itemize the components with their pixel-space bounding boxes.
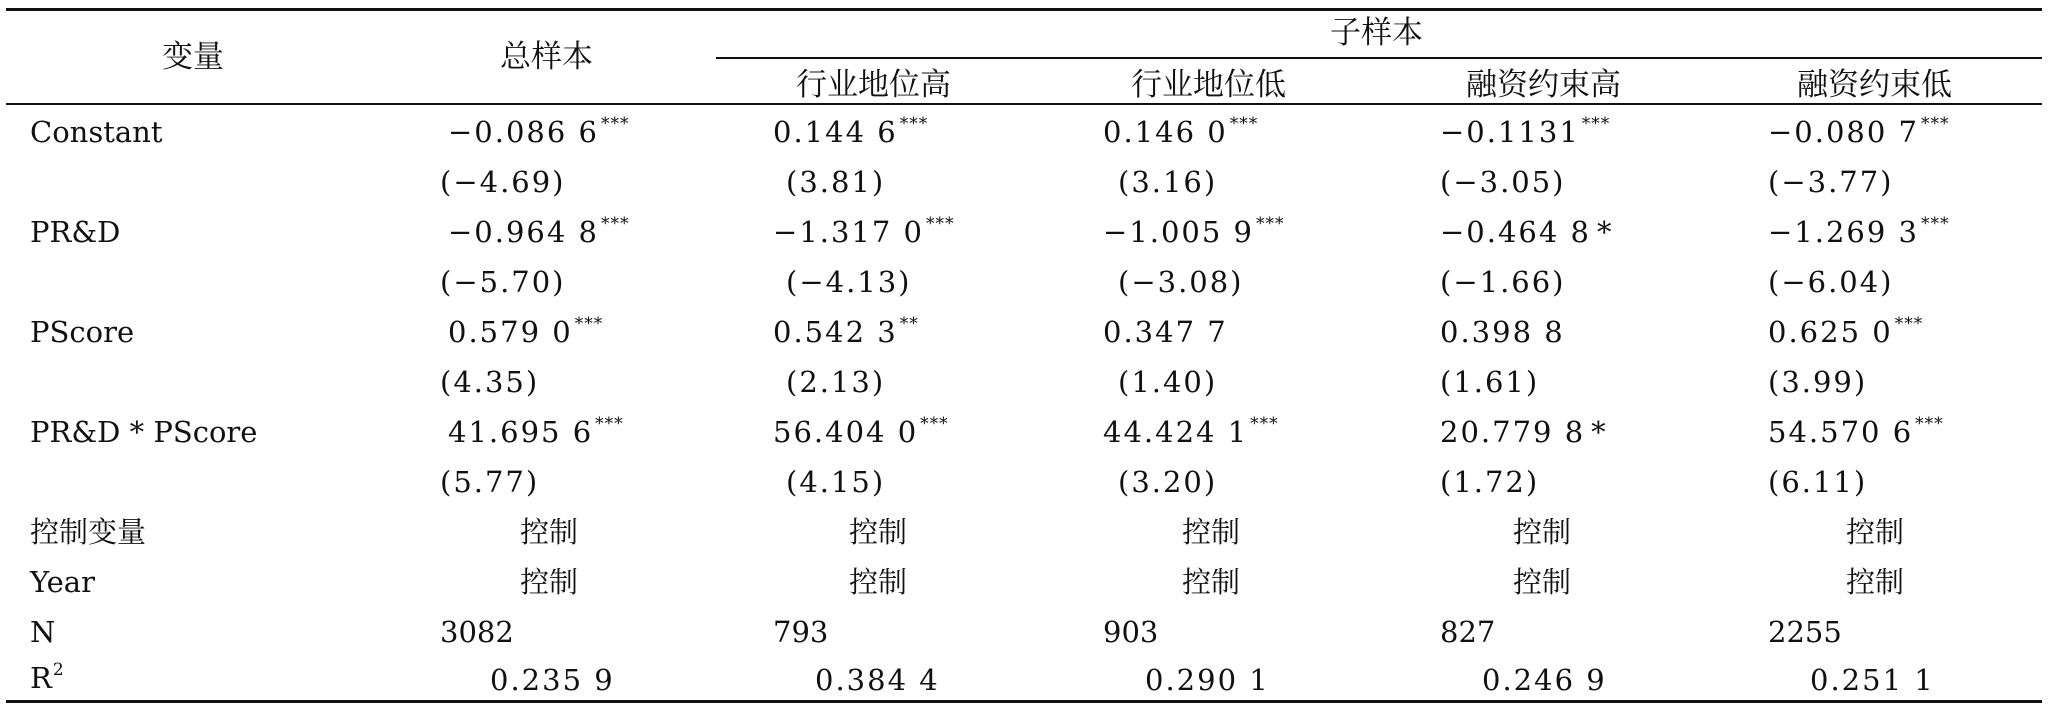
t-stat: (−4.69) <box>440 165 566 199</box>
coef-cell <box>1103 414 1279 449</box>
t-stat: (1.40) <box>1118 365 1218 399</box>
t-stat: (−3.77) <box>1768 165 1894 199</box>
r2-label: R <box>30 661 52 695</box>
subsample-rule <box>716 57 2042 59</box>
significance-stars: *** <box>1894 314 1924 334</box>
coef-cell <box>773 214 955 249</box>
row-label: PR&D * PScore <box>30 415 258 449</box>
header-rule <box>6 103 2042 105</box>
n-cell: 2255 <box>1768 615 1842 649</box>
significance-stars: *** <box>1229 114 1259 134</box>
control-cell: 控制 <box>1846 565 1905 599</box>
significance-stars: *** <box>1915 414 1944 434</box>
coef-value: −0.080 7 <box>1768 115 1919 149</box>
significance-stars: *** <box>926 214 955 234</box>
coef-value: 0.144 6 <box>773 115 898 149</box>
coef-value: 44.424 1 <box>1103 415 1249 449</box>
coef-value: 56.404 0 <box>773 415 919 449</box>
coef-cell <box>448 414 624 449</box>
control-cell: 控制 <box>1182 515 1241 549</box>
coef-cell <box>448 214 630 249</box>
n-cell: 903 <box>1103 615 1159 649</box>
t-stat: (3.81) <box>786 165 886 199</box>
coef-value: −1.269 3 <box>1768 215 1919 249</box>
coef-value: 0.398 8 <box>1440 315 1565 349</box>
coef-cell <box>1440 114 1611 149</box>
coef-value: −0.086 6 <box>448 115 599 149</box>
significance-stars: *** <box>1250 414 1279 434</box>
t-stat: (3.20) <box>1118 465 1218 499</box>
t-stat: (1.72) <box>1440 465 1540 499</box>
top-rule <box>6 8 2042 11</box>
coef-value: −0.464 8 <box>1440 215 1591 249</box>
row-label: 控制变量 <box>30 515 147 549</box>
coef-cell <box>773 114 929 149</box>
t-stat: (6.11) <box>1768 465 1868 499</box>
coef-value: 20.779 8 <box>1440 415 1586 449</box>
r2-superscript: 2 <box>52 660 64 680</box>
significance-stars: * <box>1597 215 1614 249</box>
t-stat: (3.16) <box>1118 165 1218 199</box>
row-label: PR&D <box>30 215 121 249</box>
coef-value: −0.964 8 <box>448 215 599 249</box>
t-stat: (4.15) <box>786 465 886 499</box>
row-label: Year <box>30 565 95 599</box>
coef-cell <box>1440 215 1614 249</box>
significance-stars: *** <box>595 414 624 434</box>
significance-stars: *** <box>1921 214 1950 234</box>
control-cell: 控制 <box>1513 515 1572 549</box>
significance-stars: *** <box>601 114 630 134</box>
r2-cell: 0.235 9 <box>490 663 615 697</box>
control-cell: 控制 <box>849 565 908 599</box>
significance-stars: *** <box>1581 114 1611 134</box>
r2-cell: 0.384 4 <box>815 663 940 697</box>
coef-value: 54.570 6 <box>1768 415 1914 449</box>
row-label: N <box>30 615 56 649</box>
significance-stars: *** <box>601 214 630 234</box>
t-stat: (−5.70) <box>440 265 566 299</box>
coef-value: 0.625 0 <box>1768 315 1893 349</box>
r2-cell: 0.290 1 <box>1145 663 1270 697</box>
coef-cell <box>1440 315 1565 349</box>
t-stat: (−6.04) <box>1768 265 1894 299</box>
bottom-rule <box>6 700 2042 703</box>
coef-cell <box>1440 415 1608 449</box>
control-cell: 控制 <box>520 565 579 599</box>
header-variable: 变量 <box>162 39 224 75</box>
coef-value: 0.347 7 <box>1103 315 1228 349</box>
t-stat: (−3.05) <box>1440 165 1566 199</box>
t-stat: (−4.13) <box>786 265 912 299</box>
significance-stars: ** <box>899 314 919 334</box>
row-label: PScore <box>30 315 135 349</box>
t-stat: (−3.08) <box>1118 265 1244 299</box>
significance-stars: *** <box>574 314 604 334</box>
coef-cell <box>448 114 630 149</box>
coef-cell <box>773 314 919 349</box>
r2-cell: 0.246 9 <box>1482 663 1607 697</box>
header-sub-col-4: 融资约束低 <box>1797 67 1952 103</box>
coef-cell <box>1103 114 1259 149</box>
coef-cell <box>1768 214 1950 249</box>
control-cell: 控制 <box>1513 565 1572 599</box>
coef-value: −1.005 9 <box>1103 215 1254 249</box>
coef-cell <box>448 314 604 349</box>
t-stat: (4.35) <box>440 365 540 399</box>
coef-cell <box>1768 414 1944 449</box>
row-label: Constant <box>30 115 163 149</box>
t-stat: (3.99) <box>1768 365 1868 399</box>
significance-stars: *** <box>899 114 929 134</box>
header-sub-col-3: 融资约束高 <box>1466 67 1621 103</box>
r2-cell: 0.251 1 <box>1810 663 1935 697</box>
coef-cell <box>1768 114 1950 149</box>
significance-stars: *** <box>1256 214 1285 234</box>
control-cell: 控制 <box>849 515 908 549</box>
coef-value: −1.317 0 <box>773 215 924 249</box>
n-cell: 827 <box>1440 615 1496 649</box>
coef-cell <box>1103 315 1228 349</box>
coef-value: −0.1131 <box>1440 115 1580 149</box>
row-label <box>30 660 64 695</box>
header-total-sample: 总样本 <box>500 39 593 75</box>
coef-cell <box>1103 214 1285 249</box>
t-stat: (5.77) <box>440 465 540 499</box>
coef-cell <box>1768 314 1924 349</box>
coef-cell <box>773 414 949 449</box>
coef-value: 41.695 6 <box>448 415 594 449</box>
control-cell: 控制 <box>1846 515 1905 549</box>
significance-stars: *** <box>1921 114 1950 134</box>
coef-value: 0.579 0 <box>448 315 573 349</box>
n-cell: 793 <box>773 615 829 649</box>
header-sub-col-1: 行业地位高 <box>796 67 951 103</box>
control-cell: 控制 <box>520 515 579 549</box>
coef-value: 0.542 3 <box>773 315 898 349</box>
control-cell: 控制 <box>1182 565 1241 599</box>
t-stat: (2.13) <box>786 365 886 399</box>
t-stat: (−1.66) <box>1440 265 1566 299</box>
significance-stars: * <box>1591 415 1608 449</box>
significance-stars: *** <box>920 414 949 434</box>
n-cell: 3082 <box>440 615 514 649</box>
coef-value: 0.146 0 <box>1103 115 1228 149</box>
t-stat: (1.61) <box>1440 365 1540 399</box>
header-sub-col-2: 行业地位低 <box>1131 67 1286 103</box>
header-sub-sample: 子样本 <box>1330 15 1423 51</box>
